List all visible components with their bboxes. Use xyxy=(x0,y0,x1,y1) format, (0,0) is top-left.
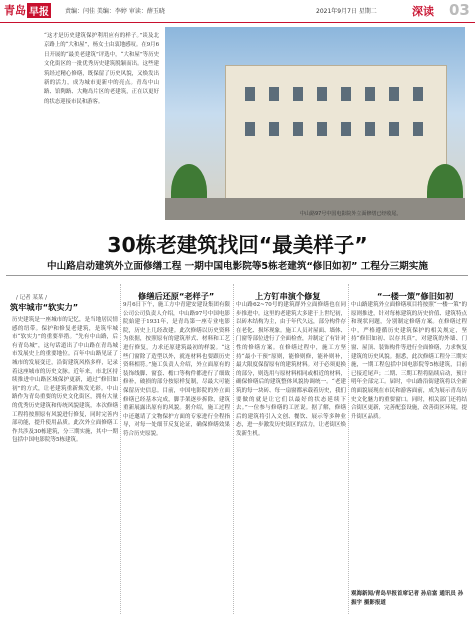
window xyxy=(293,87,303,101)
window xyxy=(413,87,423,101)
window xyxy=(269,87,279,101)
column-title-4: “一楼一策”修旧如初 xyxy=(377,291,454,301)
window xyxy=(365,122,375,136)
window xyxy=(341,87,351,101)
column-divider xyxy=(120,284,121,614)
window xyxy=(413,122,423,136)
page-number: 03 xyxy=(449,1,470,19)
reporter-byline: / 记者 某某 / xyxy=(16,295,47,301)
building-photo xyxy=(165,27,465,220)
window xyxy=(317,87,327,101)
column-title-2: 修缮后还原“老样子” xyxy=(138,291,215,301)
window xyxy=(245,122,255,136)
window xyxy=(365,87,375,101)
page-header xyxy=(0,0,475,23)
subheadline: 中山路启动建筑外立面修缮工程 一期中国电影院等5栋老建筑“修旧如初” 工程分三期实施 xyxy=(47,261,428,272)
window xyxy=(269,122,279,136)
photo-caption: 中山路97号中国电影院外立面修缮已经收尾。 xyxy=(300,211,402,217)
column-1-text: 历史建筑是一座城市的记忆，是当地居民情感的纽带。保护和修复老建筑，是筑牢城市“软实力”的重要举措。“先有中山路，后有青岛城”，这句话道出了中山路在青岛城市发展史上的重要地位。百年中山路见证了城市的发展变迁，沿街建筑风格多样，记录着这座城市的历史文脉。近年来，市北区持续推进中山路区域保护更新，通过“修旧如初”的方式，让老建筑重新焕发光彩。中山路作为青岛重要的历史文化街区，拥有大量的优秀历史建筑和传统风貌建筑，本次修缮工程将按照原有风貌进行修复，同时完善内部功能，提升使用品质。此次外立面修缮工作共涉及30栋建筑，分三期实施，其中一期包括中国电影院等5栋建筑。 xyxy=(12,317,118,444)
headline: 30栋老建筑找回“最美样子” xyxy=(107,233,368,257)
issue-date: 2021年9月7日 星期二 xyxy=(316,8,377,15)
window xyxy=(341,122,351,136)
window xyxy=(389,87,399,101)
editor-credits: 责编：闫佳 美编：李婷 审读：薛玉晓 xyxy=(65,8,165,15)
window xyxy=(389,122,399,136)
section-name: 深读 xyxy=(412,5,434,18)
column-2-text: 9月6日下午，施工方中青建安建设集团有限公司公司负责人介绍，中山路97号中国电影院始建于1931年，是青岛第一座专业电影院，历史上几经改建。此次修缮以历史资料为依据，按照原有的建筑形式、材料和工艺进行修复，力求还原建筑最初的样貌。“这些门窗除了造型以外，就连材料也要跟历史资料相符。”施工负责人介绍，外立面原有的装饰线脚、窗套、檐口等构件都进行了细致修补，破损的部分按原样复制，尽最大可能保留历史信息。目前，中国电影院的外立面修缮已经基本完成，脚手架逐步拆除，建筑重新展露出原有的风貌。据介绍，施工过程中还邀请了文物保护方面的专家进行全程指导，对每一处细节反复论证，确保修缮效果符合历史原貌。 xyxy=(123,302,230,437)
logo-box: 早报 xyxy=(27,3,51,18)
lede-paragraph: “这才是历史建筑保护利用应有的样子。”谈及北京路上的“大和屋”，杨女士由衷地感叹。在9月6日开展的“最美老建筑”评选中，“大和屋”等历史文化街区的一批优秀历史建筑脱颖而出。这些建筑经过精心修缮，既保留了历史风貌，又焕发出新的活力，成为城市更新中的亮点。青岛中山路、馆陶路、大鲍岛片区的老建筑，正在以更好的状态迎接市民和游客。 xyxy=(44,33,159,105)
window xyxy=(245,87,255,101)
window xyxy=(317,122,327,136)
column-4-text: 中山路建筑外立面修缮项目将按照“一楼一策”的原则推进，针对每栋建筑的历史价值、建筑特点和现状问题，分别制定修缮方案。在修缮过程中，严格遵循历史建筑保护的相关规定，坚持“修旧如初、以存其真”，对建筑的外墙、门窗、屋顶、装饰构件等进行全面修缮，力求恢复建筑的历史风貌。据悉，此次修缮工程分三期实施，一期工程包括中国电影院等5栋建筑，目前已接近尾声；二期、三期工程将陆续启动，预计明年全部完工。届时，中山路沿街建筑将以全新的面貌展现在市民和游客面前，成为展示青岛历史文化魅力的重要窗口。同时，相关部门还将结合街区更新，完善配套设施，改善街区环境，提升街区品质。 xyxy=(351,302,467,420)
divider xyxy=(6,275,468,276)
column-3-text: 中山路62~70号的建筑群外立面修缮也在同步推进中。这里的老建筑大多建于上世纪初，以砖木结构为主，由于年代久远，部分构件存在老化、损坏现象。施工人员对屋面、墙体、门窗等部位进行了全面检查，并制定了有针对性的修缮方案。在修缮过程中，施工方坚持“最小干预”原则，能修则修，能补则补，最大限度保留原有的建筑材料。对于必须更换的部分，则选用与原材料相同或相近的材料，确保修缮后的建筑整体风貌协调统一。“老建筑的每一块砖、每一扇窗都承载着历史，我们要做的就是让它们以最好的状态延续下去。”一位参与修缮的工匠说。据了解，修缮后的建筑将引入文创、餐饮、展示等多种业态，进一步激发历史街区的活力，让老街区焕发新生机。 xyxy=(236,302,346,437)
column-4-credit: 观海新闻/青岛早报首席记者 孙启富 通讯员 孙振宇 摄影报道 xyxy=(351,591,464,606)
window xyxy=(293,122,303,136)
column-divider xyxy=(233,284,234,614)
column-title-1: 筑牢城市“软实力” xyxy=(10,302,79,312)
logo-text: 青岛 xyxy=(4,4,26,17)
newspaper-logo xyxy=(4,2,51,18)
column-title-3: 上方钉串演个修复 xyxy=(255,291,321,301)
column-divider xyxy=(348,284,349,614)
